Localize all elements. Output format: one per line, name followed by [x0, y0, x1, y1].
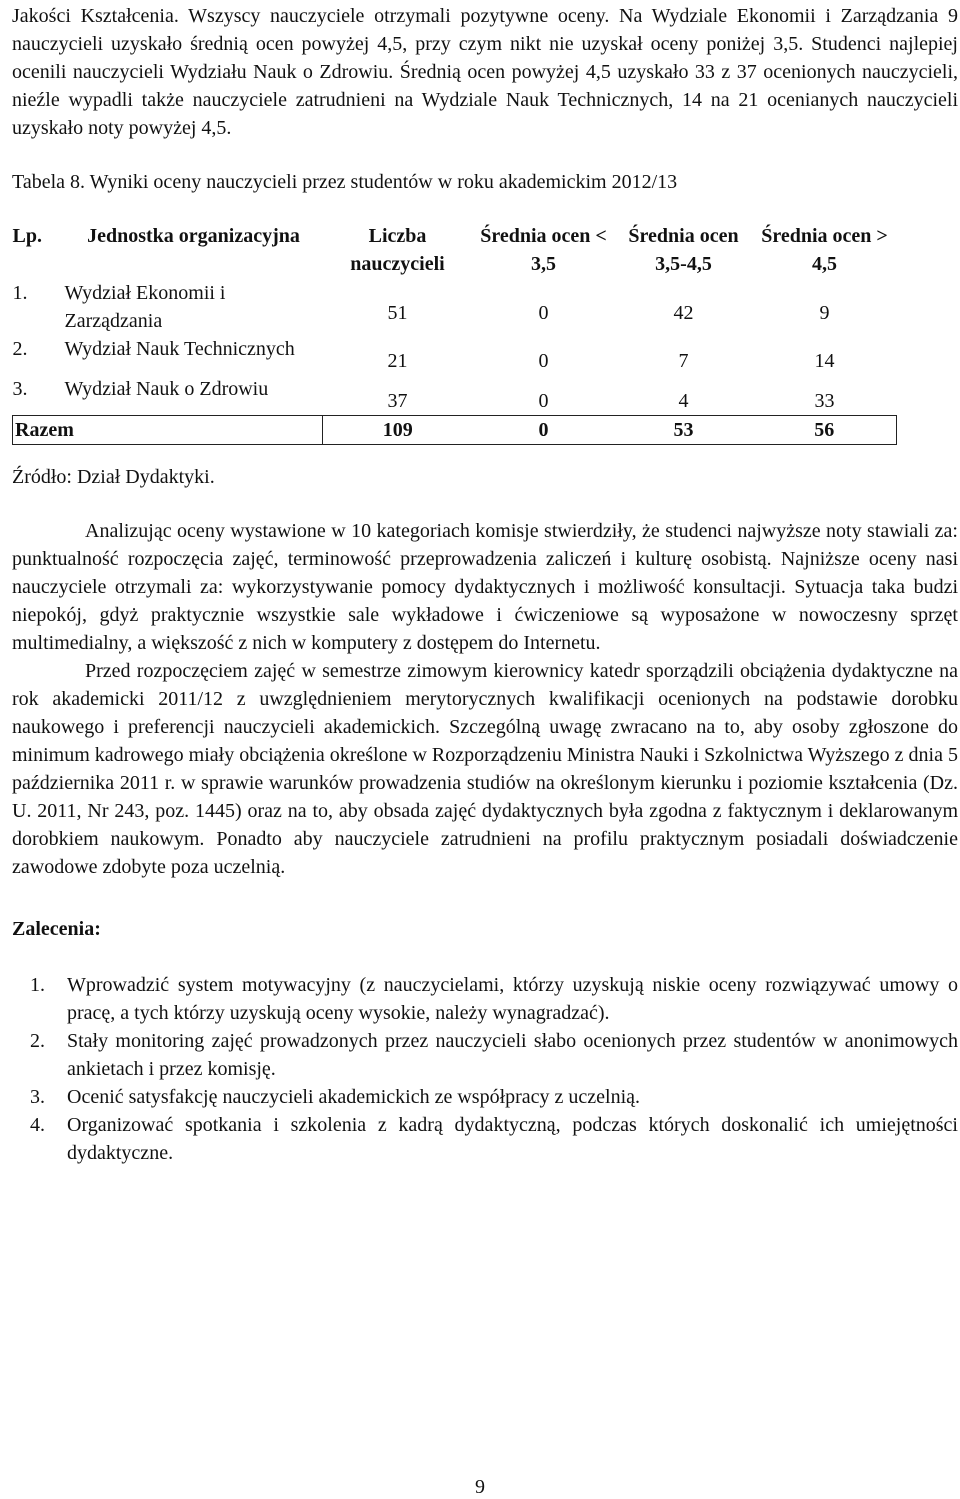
cell-below: 0 — [538, 350, 549, 372]
table-row — [13, 375, 897, 416]
header-lp: Lp. — [12, 225, 42, 247]
list-item-text: Organizować spotkania i szkolenia z kadrą dydaktyczną, podczas których doskonalić ich umiejętności dydaktyczne. — [67, 1114, 958, 1164]
header-unit: Jednostka organizacyjna — [87, 225, 300, 247]
cell-unit: Wydział Nauk Technicznych — [64, 338, 295, 360]
table-header-row — [13, 222, 897, 279]
total-mid: 53 — [615, 416, 753, 445]
cell-lp: 2. — [12, 338, 28, 360]
total-label: Razem — [13, 416, 323, 445]
cell-mid: 42 — [673, 302, 694, 324]
list-item-number: 4. — [30, 1114, 45, 1136]
cell-below: 0 — [538, 390, 549, 412]
results-table — [12, 222, 897, 445]
total-count: 109 — [323, 416, 473, 445]
header-above: Średnia ocen > 4,5 — [761, 225, 888, 275]
header-count: Liczba nauczycieli — [350, 225, 445, 275]
list-item — [12, 971, 958, 1027]
list-item-number: 3. — [30, 1086, 45, 1108]
document-page — [12, 0, 958, 1167]
list-item-text: Ocenić satysfakcję nauczycieli akademickich ze współpracy z uczelnią. — [67, 1086, 641, 1108]
source-note: Źródło: Dział Dydaktyki. — [12, 466, 215, 488]
cell-unit: Wydział Ekonomii i Zarządzania — [64, 282, 226, 332]
cell-mid: 7 — [678, 350, 689, 372]
cell-above: 9 — [819, 302, 830, 324]
header-mid: Średnia ocen 3,5-4,5 — [628, 225, 739, 275]
list-item-number: 2. — [30, 1030, 45, 1052]
analysis-paragraph-2: Przed rozpoczęciem zajęć w semestrze zimowym kierownicy katedr sporządzili obciążenia dydaktyczne na rok akademicki 2011/12 z uwzględnieniem merytorycznych kwalifikacji ocenionych na podstawie dorobku naukowego i preferencji nauczycieli akademickich. Szczególną uwagę zwracano na to, aby osoby zgłoszone do minimum kadrowego miały obciążenia określone w Rozporządzeniu Ministra Nauki i Szkolnictwa Wyższego z dnia 5 października 2011 r. w sprawie warunków prowadzenia studiów na określonym kierunku i poziomie kształcenia (Dz. U. 2011, Nr 243, poz. 1445) oraz na to, aby obsada zajęć dydaktycznych była zgodna z faktycznym i deklarowanym dorobkiem naukowym. Ponadto aby nauczyciele zatrudnieni na profilu praktycznym posiadali doświadczenie zawodowe zdobyte poza uczelnią. — [12, 660, 958, 878]
analysis-paragraph-1: Analizując oceny wystawione w 10 kategoriach komisje stwierdziły, że studenci najwyższe noty stawiali za: punktualność rozpoczęcia zajęć, terminowość przeprowadzenia zaliczeń i kulturę osobistą. Najniższe oceny nasi nauczyciele otrzymali za: wykorzystywanie pomocy dydaktycznych i możliwość konsultacji. Sytuacja taka budzi niepokój, gdyż praktycznie wszystkie sale wykładowe i ćwiczeniowe są wyposażone w nowoczesny sprzęt multimedialny, a większość z nich w komputery z dostępem do Internetu. — [12, 520, 958, 654]
cell-count: 37 — [387, 390, 408, 412]
cell-mid: 4 — [678, 390, 689, 412]
page-number: 9 — [475, 1476, 485, 1498]
cell-lp: 1. — [12, 282, 28, 304]
list-item — [12, 1111, 958, 1167]
header-below: Średnia ocen < 3,5 — [480, 225, 607, 275]
list-item-number: 1. — [30, 974, 45, 996]
table-total-row — [13, 416, 897, 445]
list-item-text: Wprowadzić system motywacyjny (z nauczycielami, którzy uzyskują niskie oceny rozwiązywać umowy o pracę, a tych którzy uzyskują oceny wysokie, należy wynagradzać). — [67, 974, 958, 1024]
recommendations-heading: Zalecenia: — [12, 918, 101, 940]
cell-lp: 3. — [12, 378, 28, 400]
recommendations-list — [12, 971, 958, 1167]
cell-above: 14 — [814, 350, 835, 372]
cell-unit: Wydział Nauk o Zdrowiu — [64, 378, 269, 400]
list-item — [12, 1083, 958, 1111]
table-row — [13, 335, 897, 375]
total-above: 56 — [753, 416, 897, 445]
table-row — [13, 279, 897, 335]
intro-paragraph: Jakości Kształcenia. Wszyscy nauczyciele otrzymali pozytywne oceny. Na Wydziale Ekonomii i Zarządzania 9 nauczycieli uzyskało średnią ocen powyżej 4,5, przy czym nikt nie uzyskał oceny poniżej 3,5. Studenci najlepiej ocenili nauczycieli Wydziału Nauk o Zdrowiu. Średnią ocen powyżej 4,5 uzyskało 33 z 37 ocenionych nauczycieli, nieźle wypadli także nauczyciele zatrudnieni na Wydziale Nauk Technicznych, 14 na 21 ocenianych nauczycieli uzyskało noty powyżej 4,5. — [12, 5, 958, 139]
cell-count: 21 — [387, 350, 408, 372]
cell-count: 51 — [387, 302, 408, 324]
total-below: 0 — [473, 416, 615, 445]
list-item-text: Stały monitoring zajęć prowadzonych przez nauczycieli słabo ocenionych przez studentów w anonimowych ankietach i przez komisję. — [67, 1030, 958, 1080]
cell-above: 33 — [814, 390, 835, 412]
cell-below: 0 — [538, 302, 549, 324]
table-caption: Tabela 8. Wyniki oceny nauczycieli przez studentów w roku akademickim 2012/13 — [12, 171, 678, 193]
list-item — [12, 1027, 958, 1083]
